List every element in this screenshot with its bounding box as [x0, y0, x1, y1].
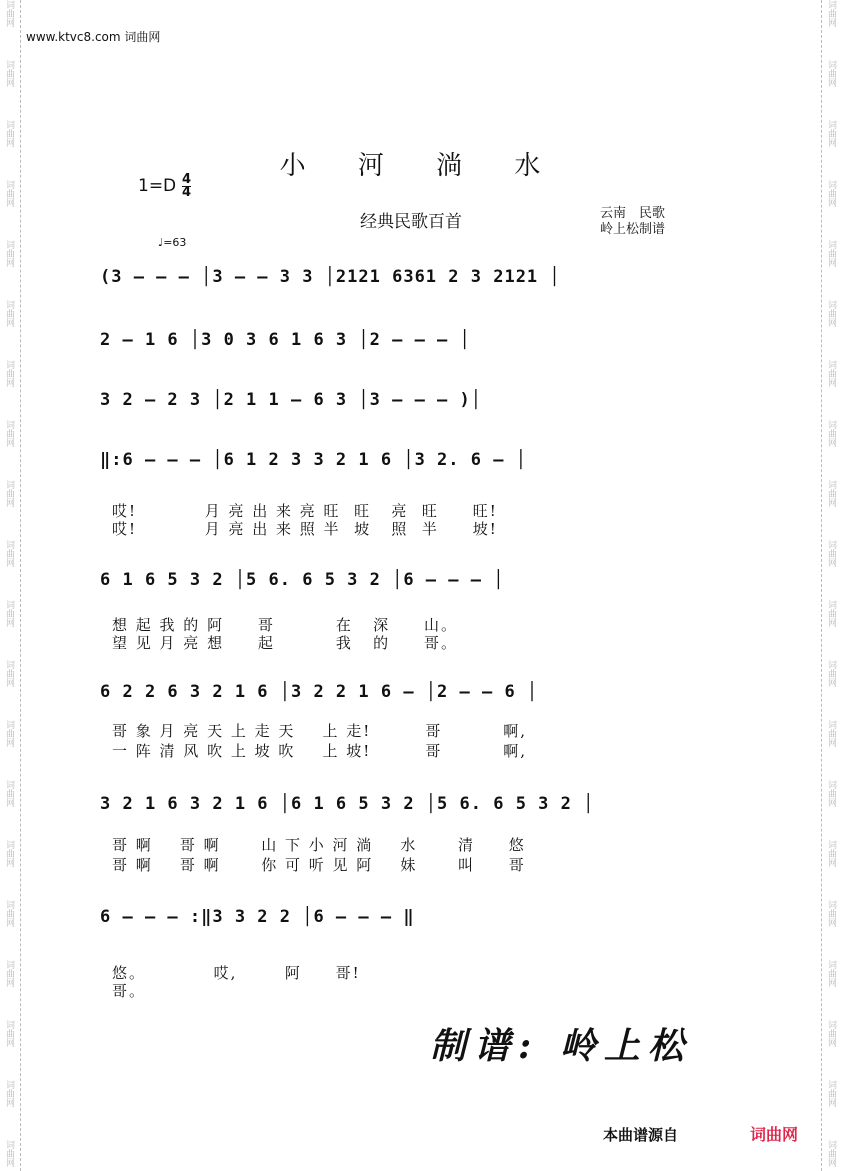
watermark-stamp: 词曲网	[826, 300, 836, 327]
song-arranger: 岭上松制谱	[600, 222, 666, 237]
notation-line-2: 2 – 1 6 │3 0 3 6 1 6 3 │2 – – – │	[100, 330, 471, 350]
watermark-stamp: 词曲网	[826, 0, 836, 27]
source-site-logo[interactable]: 词曲网	[750, 1125, 799, 1144]
watermark-stamp: 词曲网	[826, 1080, 836, 1107]
watermark-stamp: 词曲网	[4, 840, 14, 867]
watermark-stamp: 词曲网	[4, 420, 14, 447]
watermark-stamp: 词曲网	[4, 180, 14, 207]
watermark-stamp: 词曲网	[4, 600, 14, 627]
notation-line-3: 3 2 – 2 3 │2 1 1 – 6 3 │3 – – – )│	[100, 390, 482, 410]
watermark-stamp: 词曲网	[4, 120, 14, 147]
watermark-stamp: 词曲网	[826, 840, 836, 867]
song-title: 小 河 淌 水	[279, 151, 563, 181]
arranger-signature: 制谱: 岭上松	[430, 1025, 692, 1067]
watermark-stamp: 词曲网	[826, 720, 836, 747]
time-signature	[182, 174, 191, 199]
watermark-stamp: 词曲网	[4, 1020, 14, 1047]
watermark-stamp: 词曲网	[826, 780, 836, 807]
lyrics-line-1-verse-2: 哎! 月 亮 出 来 照 半 坡 照 半 坡!	[112, 520, 498, 538]
lyrics-line-3-verse-1: 哥 象 月 亮 天 上 走 天 上 走! 哥 啊,	[112, 722, 528, 740]
collection-subtitle: 经典民歌百首	[360, 212, 462, 232]
tempo-marking: ♩=63	[158, 236, 187, 249]
watermark-stamp: 词曲网	[4, 720, 14, 747]
notation-line-5: 6 1 6 5 3 2 │5 6. 6 5 3 2 │6 – – – │	[100, 570, 505, 590]
watermark-stamp: 词曲网	[4, 900, 14, 927]
time-bottom: 4	[182, 185, 192, 200]
watermark-stamp: 词曲网	[4, 1080, 14, 1107]
watermark-stamp: 词曲网	[826, 240, 836, 267]
watermark-stamp: 词曲网	[826, 960, 836, 987]
song-credit	[600, 206, 665, 238]
song-origin: 云南 民歌	[600, 206, 666, 221]
watermark-stamp: 词曲网	[826, 120, 836, 147]
lyrics-line-5-verse-1: 悠。 哎, 阿 哥!	[112, 964, 361, 982]
notation-line-4: ‖:6 – – – │6 1 2 3 3 2 1 6 │3 2. 6 – │	[100, 450, 527, 470]
watermark-stamp: 词曲网	[4, 0, 14, 27]
watermark-stamp: 词曲网	[4, 660, 14, 687]
watermark-stamp: 词曲网	[826, 1020, 836, 1047]
lyrics-line-4-verse-1: 哥 啊 哥 啊 山 下 小 河 淌 水 清 悠	[112, 836, 526, 854]
watermark-stamp: 词曲网	[4, 360, 14, 387]
watermark-stamp: 词曲网	[4, 1140, 14, 1167]
site-url[interactable]: www.ktvc8.com 词曲网	[26, 30, 161, 44]
notation-line-1: (3 – – – │3 – – 3 3 │2121 6361 2 3 2121 │	[100, 267, 561, 287]
notation-line-7: 3 2 1 6 3 2 1 6 │6 1 6 5 3 2 │5 6. 6 5 3 2 │	[100, 794, 595, 814]
watermark-stamp: 词曲网	[4, 300, 14, 327]
time-top: 4	[182, 172, 192, 187]
lyrics-line-3-verse-2: 一 阵 清 风 吹 上 坡 吹 上 坡! 哥 啊,	[112, 742, 528, 760]
watermark-stamp: 词曲网	[826, 360, 836, 387]
lyrics-line-1-verse-1: 哎! 月 亮 出 来 亮 旺 旺 亮 旺 旺!	[112, 502, 498, 520]
lyrics-line-2-verse-2: 望 见 月 亮 想 起 我 的 哥。	[112, 634, 458, 652]
watermark-stamp: 词曲网	[826, 60, 836, 87]
watermark-stamp: 词曲网	[4, 240, 14, 267]
watermark-stamp: 词曲网	[826, 660, 836, 687]
watermark-stamp: 词曲网	[4, 480, 14, 507]
watermark-stamp: 词曲网	[826, 420, 836, 447]
watermark-stamp: 词曲网	[826, 600, 836, 627]
watermark-stamp: 词曲网	[826, 180, 836, 207]
lyrics-line-4-verse-2: 哥 啊 哥 啊 你 可 听 见 阿 妹 叫 哥	[112, 856, 526, 874]
watermark-stamp: 词曲网	[826, 900, 836, 927]
watermark-stamp: 词曲网	[826, 1140, 836, 1167]
lyrics-line-5-verse-2: 哥。	[112, 982, 147, 1000]
notation-line-6: 6 2 2 6 3 2 1 6 │3 2 2 1 6 – │2 – – 6 │	[100, 682, 539, 702]
key-signature: 1=D	[138, 176, 177, 196]
source-label: 本曲谱源自	[603, 1126, 679, 1144]
notation-line-8: 6 – – – :‖3 3 2 2 │6 – – – ‖	[100, 907, 415, 927]
watermark-stamp: 词曲网	[4, 960, 14, 987]
lyrics-line-2-verse-1: 想 起 我 的 阿 哥 在 深 山。	[112, 616, 458, 634]
watermark-stamp: 词曲网	[826, 480, 836, 507]
watermark-stamp: 词曲网	[826, 540, 836, 567]
watermark-stamp: 词曲网	[4, 780, 14, 807]
watermark-stamp: 词曲网	[4, 540, 14, 567]
watermark-stamp: 词曲网	[4, 60, 14, 87]
